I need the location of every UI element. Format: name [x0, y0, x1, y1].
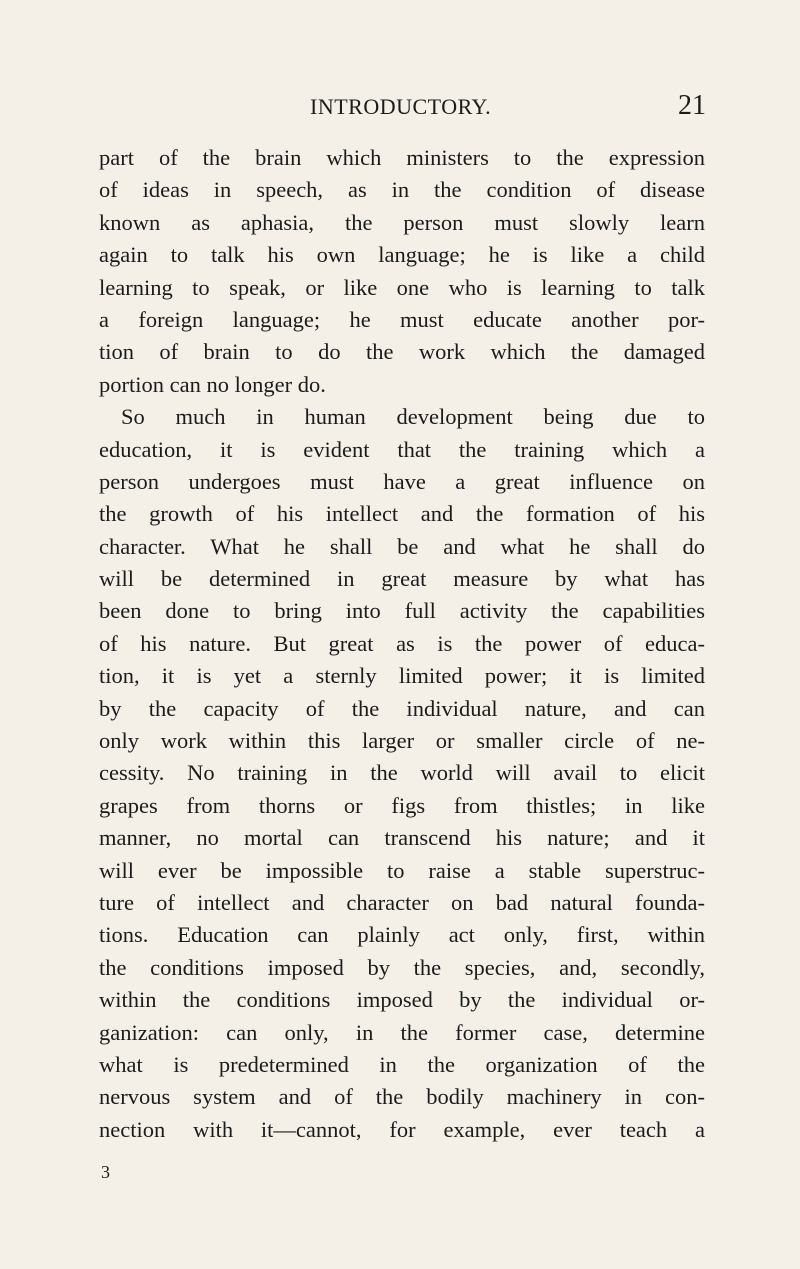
text-line: manner, no mortal can transcend his nature; and it — [99, 825, 705, 851]
running-head — [0, 92, 800, 126]
text-line: part of the brain which ministers to the expression — [99, 145, 705, 170]
text-line: will be determined in great measure by what has — [99, 566, 705, 592]
body-text — [99, 142, 705, 1146]
text-line: tion, it is yet a sternly limited power; it is limited — [99, 663, 705, 689]
text-line: again to talk his own language; he is like a child — [99, 242, 705, 268]
paragraph-start-line: So much in human development being due to — [121, 404, 705, 430]
text-line: person undergoes must have a great influence on — [99, 468, 705, 494]
text-line: portion can no longer do. — [99, 371, 326, 397]
text-line: what is predetermined in the organization of the — [99, 1051, 705, 1077]
text-line: nervous system and of the bodily machinery in con- — [99, 1084, 705, 1110]
text-line: been done to bring into full activity the capabilities — [99, 598, 705, 624]
text-line: the conditions imposed by the species, and, secondly, — [99, 954, 705, 980]
text-line: the growth of his intellect and the formation of his — [99, 501, 705, 527]
text-line: cessity. No training in the world will avail to elicit — [99, 760, 705, 786]
text-line: tions. Education can plainly act only, first, within — [99, 922, 705, 948]
text-line: ganization: can only, in the former case, determine — [99, 1019, 705, 1045]
text-line: of his nature. But great as is the power of educa- — [99, 630, 705, 656]
text-line: grapes from thorns or figs from thistles; in like — [99, 792, 705, 818]
text-line: ture of intellect and character on bad natural founda- — [99, 889, 705, 915]
text-line: a foreign language; he must educate another por- — [99, 306, 705, 332]
page-number: 21 — [678, 90, 706, 121]
text-line: learning to speak, or like one who is learning to talk — [99, 274, 705, 300]
text-line: tion of brain to do the work which the damaged — [99, 339, 705, 365]
text-line: by the capacity of the individual nature, and can — [99, 695, 705, 721]
text-line: nection with it—cannot, for example, ever teach a — [99, 1116, 705, 1142]
text-line: education, it is evident that the training which a — [99, 436, 705, 462]
text-line: will ever be impossible to raise a stable superstruc- — [99, 857, 705, 883]
text-line: of ideas in speech, as in the condition of disease — [99, 177, 705, 203]
text-line: character. What he shall be and what he shall do — [99, 533, 705, 559]
running-title: INTRODUCTORY. — [310, 94, 492, 119]
text-line: only work within this larger or smaller circle of ne- — [99, 728, 705, 754]
text-line: known as aphasia, the person must slowly learn — [99, 209, 705, 235]
text-line: within the conditions imposed by the individual or- — [99, 987, 705, 1013]
signature-mark: 3 — [101, 1162, 110, 1182]
